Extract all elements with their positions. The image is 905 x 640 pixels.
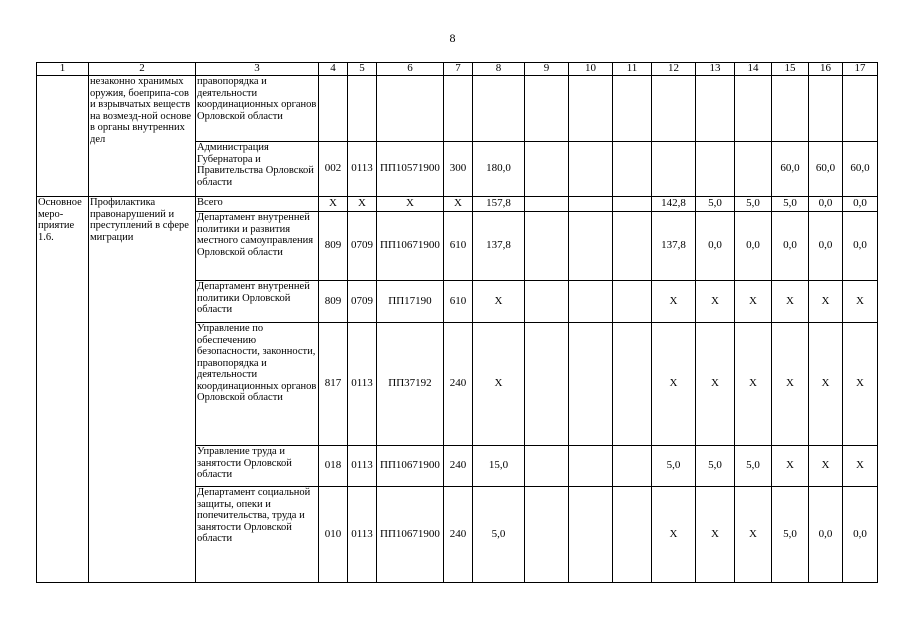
value-cell: [696, 76, 735, 142]
column-header: 17: [843, 63, 878, 76]
column-header: 3: [196, 63, 319, 76]
value-cell: [613, 76, 652, 142]
value-cell: 0,0: [843, 487, 878, 583]
value-cell: 5,0: [772, 197, 809, 212]
value-cell: ПП17190: [377, 281, 444, 323]
value-cell: ПП10671900: [377, 446, 444, 487]
value-cell: Х: [652, 487, 696, 583]
value-cell: Х: [809, 323, 843, 446]
value-cell: 180,0: [473, 142, 525, 197]
value-cell: 5,0: [772, 487, 809, 583]
value-cell: [613, 323, 652, 446]
value-cell: [525, 281, 569, 323]
budget-table: [36, 62, 878, 583]
value-cell: [613, 281, 652, 323]
page-number: 8: [449, 31, 456, 45]
value-cell: 60,0: [772, 142, 809, 197]
value-cell: [613, 446, 652, 487]
value-cell: 0709: [348, 281, 377, 323]
value-cell: Х: [652, 281, 696, 323]
column-header: 12: [652, 63, 696, 76]
value-cell: 0113: [348, 142, 377, 197]
value-cell: Х: [843, 323, 878, 446]
value-cell: 610: [444, 212, 473, 281]
executor-cell: Всего: [196, 197, 319, 212]
value-cell: [525, 212, 569, 281]
value-cell: 5,0: [696, 446, 735, 487]
column-header: 10: [569, 63, 613, 76]
value-cell: Х: [772, 446, 809, 487]
value-cell: 018: [319, 446, 348, 487]
column-header: 2: [89, 63, 196, 76]
column-header: 1: [37, 63, 89, 76]
value-cell: 5,0: [696, 197, 735, 212]
measure-cell: [37, 76, 89, 197]
column-header: 11: [613, 63, 652, 76]
value-cell: 0113: [348, 323, 377, 446]
value-cell: [696, 142, 735, 197]
value-cell: Х: [444, 197, 473, 212]
table-row: [37, 76, 878, 142]
value-cell: Х: [696, 323, 735, 446]
executor-cell: Управление труда и занятости Орловской области: [196, 446, 319, 487]
value-cell: 010: [319, 487, 348, 583]
value-cell: 817: [319, 323, 348, 446]
value-cell: [652, 76, 696, 142]
value-cell: 15,0: [473, 446, 525, 487]
value-cell: 0,0: [809, 197, 843, 212]
value-cell: Х: [348, 197, 377, 212]
value-cell: ПП37192: [377, 323, 444, 446]
value-cell: 0709: [348, 212, 377, 281]
value-cell: 0113: [348, 446, 377, 487]
value-cell: Х: [735, 323, 772, 446]
value-cell: Х: [772, 323, 809, 446]
value-cell: 0,0: [735, 212, 772, 281]
value-cell: [569, 197, 613, 212]
value-cell: 60,0: [843, 142, 878, 197]
value-cell: [809, 76, 843, 142]
value-cell: 0,0: [843, 197, 878, 212]
value-cell: [569, 323, 613, 446]
value-cell: Х: [473, 281, 525, 323]
value-cell: [613, 487, 652, 583]
column-header: 13: [696, 63, 735, 76]
value-cell: Х: [377, 197, 444, 212]
table-row: [37, 197, 878, 212]
value-cell: 137,8: [652, 212, 696, 281]
value-cell: ПП10571900: [377, 142, 444, 197]
value-cell: 5,0: [652, 446, 696, 487]
executor-cell: Управление по обеспечению безопасности, законности, правопорядка и деятельности координационных органов Орловской области: [196, 323, 319, 446]
value-cell: Х: [772, 281, 809, 323]
value-cell: 0,0: [809, 487, 843, 583]
value-cell: [569, 212, 613, 281]
value-cell: [569, 76, 613, 142]
column-header: 16: [809, 63, 843, 76]
value-cell: ПП10671900: [377, 212, 444, 281]
column-header: 15: [772, 63, 809, 76]
value-cell: 60,0: [809, 142, 843, 197]
value-cell: Х: [735, 487, 772, 583]
value-cell: 0113: [348, 487, 377, 583]
value-cell: 5,0: [735, 446, 772, 487]
value-cell: 157,8: [473, 197, 525, 212]
value-cell: [444, 76, 473, 142]
header-row: [37, 63, 878, 76]
value-cell: 5,0: [735, 197, 772, 212]
measure-name-cell: Профилактика правонарушений и преступлений в сфере миграции: [89, 197, 196, 583]
value-cell: [772, 76, 809, 142]
value-cell: Х: [843, 281, 878, 323]
value-cell: [613, 142, 652, 197]
value-cell: 240: [444, 487, 473, 583]
value-cell: [473, 76, 525, 142]
value-cell: 0,0: [772, 212, 809, 281]
value-cell: 240: [444, 323, 473, 446]
measure-cell: Основное меро-приятие 1.6.: [37, 197, 89, 583]
value-cell: 142,8: [652, 197, 696, 212]
column-header: 5: [348, 63, 377, 76]
value-cell: [613, 212, 652, 281]
value-cell: 0,0: [809, 212, 843, 281]
value-cell: 002: [319, 142, 348, 197]
value-cell: [569, 446, 613, 487]
value-cell: [569, 281, 613, 323]
value-cell: [525, 142, 569, 197]
executor-cell: правопорядка и деятельности координационных органов Орловской области: [196, 76, 319, 142]
value-cell: Х: [696, 487, 735, 583]
value-cell: [525, 76, 569, 142]
value-cell: Х: [473, 323, 525, 446]
value-cell: Х: [843, 446, 878, 487]
value-cell: 300: [444, 142, 473, 197]
value-cell: [569, 487, 613, 583]
value-cell: [377, 76, 444, 142]
value-cell: [735, 76, 772, 142]
value-cell: 0,0: [696, 212, 735, 281]
value-cell: [525, 487, 569, 583]
value-cell: 137,8: [473, 212, 525, 281]
value-cell: Х: [809, 446, 843, 487]
value-cell: [525, 446, 569, 487]
value-cell: [652, 142, 696, 197]
column-header: 6: [377, 63, 444, 76]
value-cell: ПП10671900: [377, 487, 444, 583]
value-cell: [525, 197, 569, 212]
value-cell: [735, 142, 772, 197]
column-header: 14: [735, 63, 772, 76]
value-cell: [613, 197, 652, 212]
executor-cell: Администрация Губернатора и Правительства Орловской области: [196, 142, 319, 197]
column-header: 8: [473, 63, 525, 76]
value-cell: [348, 76, 377, 142]
value-cell: Х: [652, 323, 696, 446]
value-cell: [319, 76, 348, 142]
value-cell: 0,0: [843, 212, 878, 281]
value-cell: [569, 142, 613, 197]
executor-cell: Департамент социальной защиты, опеки и попечительства, труда и занятости Орловской области: [196, 487, 319, 583]
value-cell: 5,0: [473, 487, 525, 583]
value-cell: Х: [735, 281, 772, 323]
value-cell: [525, 323, 569, 446]
value-cell: Х: [696, 281, 735, 323]
value-cell: 610: [444, 281, 473, 323]
column-header: 7: [444, 63, 473, 76]
value-cell: 809: [319, 212, 348, 281]
value-cell: Х: [809, 281, 843, 323]
column-header: 4: [319, 63, 348, 76]
value-cell: Х: [319, 197, 348, 212]
column-header: 9: [525, 63, 569, 76]
measure-name-cell: незаконно хранимых оружия, боеприпа-сов и взрывчатых веществ на возмезд-ной основе в органы внутренних дел: [89, 76, 196, 197]
executor-cell: Департамент внутренней политики и развития местного самоуправления Орловской области: [196, 212, 319, 281]
value-cell: 240: [444, 446, 473, 487]
value-cell: [843, 76, 878, 142]
value-cell: 809: [319, 281, 348, 323]
executor-cell: Департамент внутренней политики Орловской области: [196, 281, 319, 323]
